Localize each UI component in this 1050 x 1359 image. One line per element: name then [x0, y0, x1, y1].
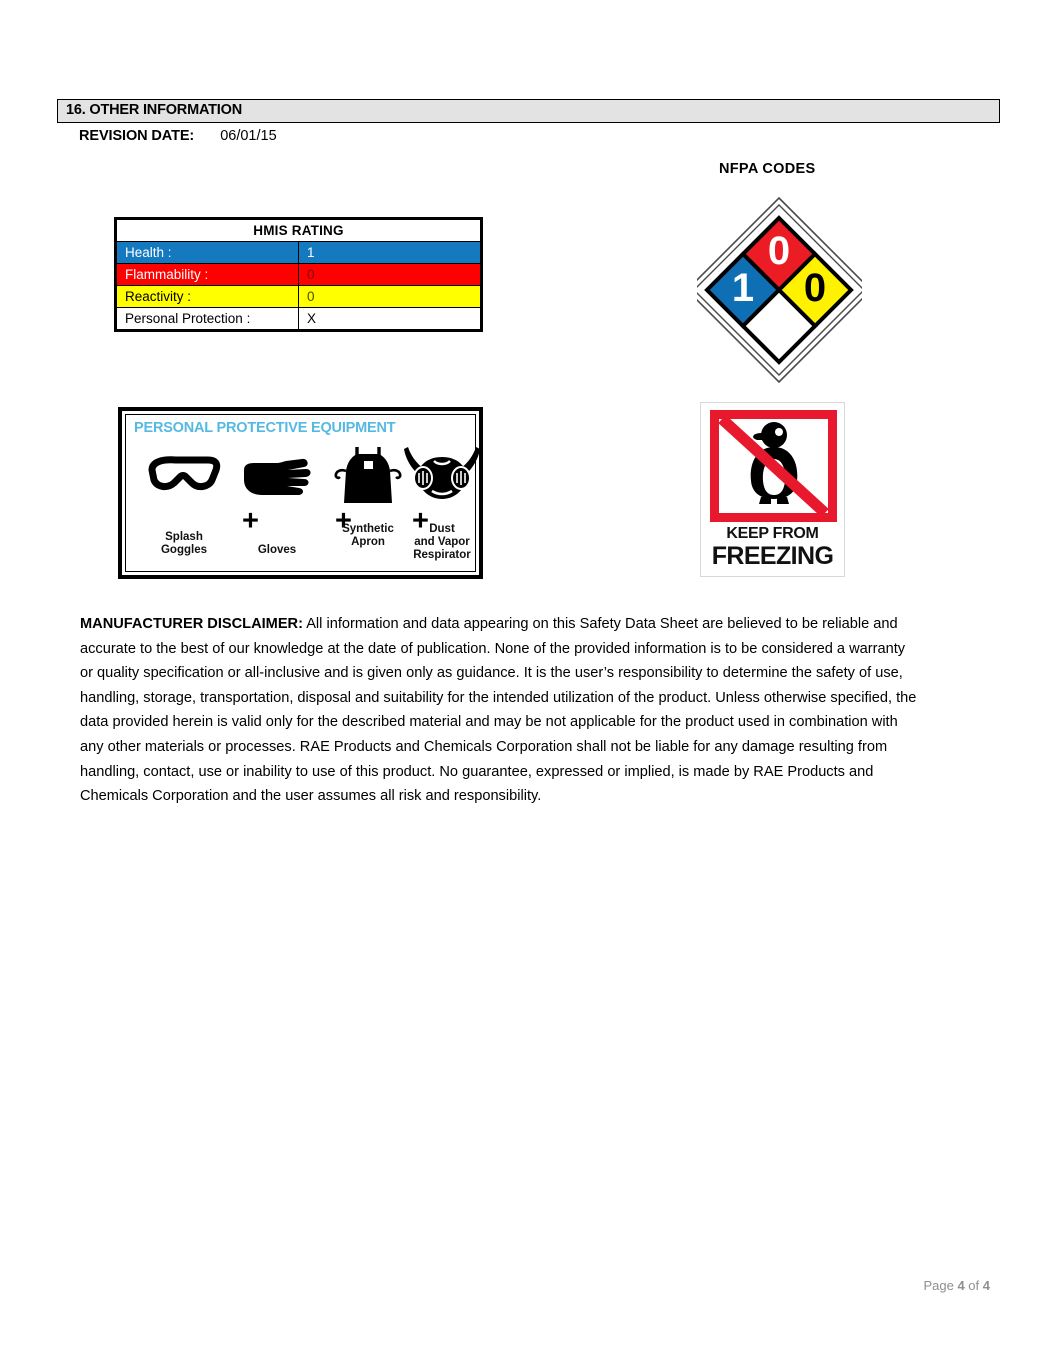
hmis-title-row: [117, 220, 481, 242]
hmis-row-reactivity: [117, 286, 481, 308]
footer-current-page: 4: [957, 1278, 965, 1293]
ppe-label-gloves: Gloves: [257, 544, 297, 556]
footer-total-pages: 4: [982, 1278, 990, 1293]
revision-date-label: REVISION DATE:: [79, 128, 195, 144]
hmis-value-health: 1: [299, 242, 481, 264]
hmis-row-health: [117, 242, 481, 264]
hmis-value-reactivity: 0: [299, 286, 481, 308]
ppe-label-respirator: Dust and Vapor Respirator: [413, 523, 471, 561]
hmis-value-personal-protection: X: [299, 308, 481, 330]
nfpa-reactivity-value: 0: [803, 266, 827, 310]
nfpa-diamond-svg: [697, 195, 862, 385]
hmis-row-personal-protection: [117, 308, 481, 330]
ppe-label-apron: Synthetic Apron: [342, 523, 394, 548]
keep-from-freezing-label: [700, 402, 845, 577]
nfpa-flammability-value: 0: [767, 229, 791, 273]
hmis-label-personal-protection: Personal Protection :: [117, 308, 299, 330]
ppe-panel: [118, 407, 483, 579]
respirator-icon: [390, 445, 494, 507]
section-header-bar: [57, 99, 1000, 123]
ppe-item-goggles: [136, 445, 232, 557]
ppe-plus-2: +: [335, 505, 352, 537]
hmis-value-flammability: 0: [299, 264, 481, 286]
footer-prefix: Page: [923, 1278, 958, 1293]
manufacturer-disclaimer: [80, 612, 922, 809]
page-footer: [0, 1278, 990, 1293]
keep-from-freezing-line1: KEEP FROM: [726, 525, 819, 542]
no-freezing-prohibition-box: [710, 410, 837, 522]
revision-date-value: 06/01/15: [220, 128, 277, 144]
nfpa-diamond: [697, 195, 862, 385]
hmis-row-flammability: [117, 264, 481, 286]
hmis-label-reactivity: Reactivity :: [117, 286, 299, 308]
keep-from-freezing-line2: FREEZING: [711, 542, 834, 570]
ppe-item-respirator: [390, 445, 494, 562]
ppe-label-goggles: Splash Goggles: [160, 531, 207, 556]
hmis-rating-table: [114, 217, 483, 332]
disclaimer-body: All information and data appearing on this Safety Data Sheet are believed to be reliable and accurate to the best of our knowledge at the date of publication. None of the provided information is to be considered a warranty or quality specification or all-inclusive and is given only as guidance. It is the user’s responsibility to determine the safety of use, handling, storage, transportation, disposal and suitability for the intended utilization of the product. Unless otherwise specified, the data provided herein is valid only for the described material and may be not applicable for the product used in combination with any other materials or processes. RAE Products and Chemicals Corporation shall not be liable for any damage resulting from handling, contact, use or inability to use of this product. No guarantee, expressed or implied, is made by RAE Products and Chemicals Corporation and the user assumes all risk and responsibility.: [80, 616, 917, 805]
nfpa-health-value: 1: [731, 266, 755, 310]
revision-date-row: [79, 128, 277, 144]
footer-middle: of: [964, 1278, 983, 1293]
keep-from-freezing-text: [701, 525, 844, 569]
hmis-label-flammability: Flammability :: [117, 264, 299, 286]
section-title: 16. OTHER INFORMATION: [66, 102, 242, 118]
no-freezing-penguin-icon: [719, 419, 828, 513]
hmis-title: HMIS RATING: [117, 220, 481, 242]
nfpa-codes-heading: NFPA CODES: [719, 161, 816, 177]
ppe-plus-3: +: [412, 505, 429, 537]
disclaimer-label: MANUFACTURER DISCLAIMER:: [80, 616, 303, 632]
ppe-panel-title: PERSONAL PROTECTIVE EQUIPMENT: [134, 420, 396, 436]
hmis-label-health: Health :: [117, 242, 299, 264]
safety-goggles-icon: [136, 445, 232, 507]
ppe-items: [122, 445, 479, 567]
ppe-plus-1: +: [242, 505, 259, 537]
